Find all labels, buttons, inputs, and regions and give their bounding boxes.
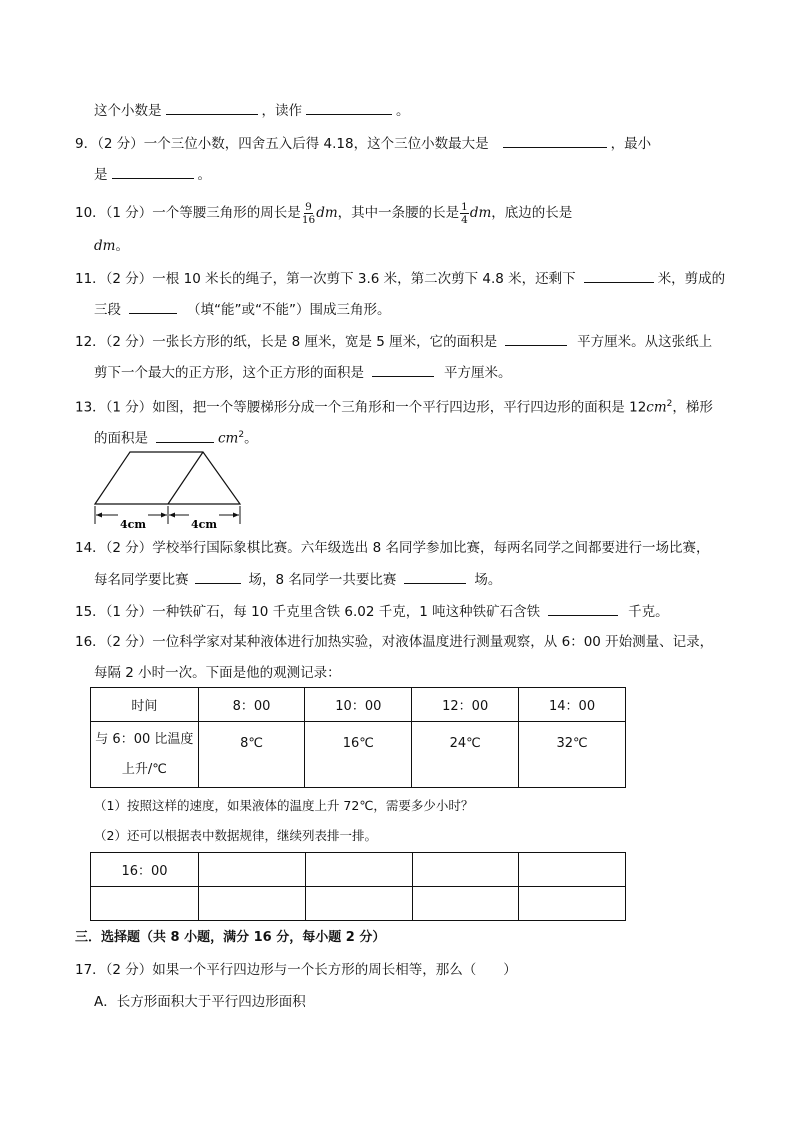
question-15	[75, 601, 669, 622]
table-cell-empty[interactable]	[91, 887, 199, 921]
question-16-part2	[94, 826, 377, 846]
text: ，底边的长是	[491, 205, 573, 221]
unit: cm	[646, 399, 667, 416]
table-row	[91, 853, 626, 887]
text: 10．（1 分）一个等腰三角形的周长是	[75, 205, 301, 221]
question-16	[75, 632, 713, 652]
table-row-label	[91, 722, 199, 788]
fraction	[302, 201, 315, 226]
table-header-cell: 10：00	[305, 688, 412, 722]
text: 场。	[474, 572, 502, 588]
question-17	[75, 960, 517, 980]
arrow-head	[233, 513, 239, 518]
question-14	[75, 538, 709, 558]
text: 剪下一个最大的正方形，这个正方形的面积是	[94, 365, 364, 381]
question-16-part1	[94, 796, 473, 816]
fraction	[460, 201, 469, 226]
text: 三．选择题（共 8 小题，满分 16 分，每小题 2 分）	[75, 930, 386, 945]
unit: dm	[469, 205, 492, 221]
text: A．长方形面积大于平行四边形面积	[94, 994, 306, 1010]
unit: cm	[218, 430, 239, 447]
arrow-head	[161, 513, 167, 518]
section-3-heading	[75, 928, 385, 948]
table-header-cell: 时间	[91, 688, 199, 722]
unit: dm	[316, 205, 338, 221]
text: ，梯形	[672, 399, 713, 416]
text: 三段	[94, 302, 121, 318]
text: 米，剪成的	[657, 271, 726, 287]
table-row	[91, 887, 626, 921]
q8-continuation	[94, 100, 410, 121]
text: 13．（1 分）如图，把一个等腰梯形分成一个三角形和一个平行四边形，平行四边形的面积是 12	[75, 399, 647, 416]
table-cell-empty[interactable]	[199, 887, 306, 921]
row-label-line2: 上升/℃	[121, 761, 167, 777]
table-header-cell: 12：00	[412, 688, 519, 722]
text: 这个小数是	[94, 103, 162, 119]
text: 16．（2 分）一位科学家对某种液体进行加热实验，对液体温度进行测量观察，从 6：00 开始测量、记录，	[75, 634, 714, 650]
text: ，其中一条腰的长是	[337, 205, 460, 221]
unit: dm	[94, 238, 116, 254]
trapezoid-outline	[95, 452, 240, 504]
text: 是	[94, 167, 108, 183]
text: ，最小	[610, 136, 652, 152]
text: 平方厘米。从这张纸上	[577, 334, 713, 350]
question-9	[75, 133, 651, 154]
table-cell: 8℃	[198, 722, 305, 788]
text: 12．（2 分）一张长方形的纸，长是 8 厘米，宽是 5 厘米，它的面积是	[75, 334, 498, 350]
text: 千克。	[628, 604, 669, 620]
superscript: 2	[666, 399, 673, 409]
continuation-table	[90, 852, 626, 921]
question-12-line2	[94, 362, 512, 383]
arrow-head	[169, 513, 175, 518]
text: （1）按照这样的速度，如果液体的温度上升 72℃，需要多少小时？	[94, 798, 474, 813]
question-13	[75, 394, 713, 418]
label-4cm-right: 4cm	[191, 518, 217, 531]
answer-blank[interactable]	[505, 331, 567, 346]
superscript: 2	[238, 430, 245, 440]
observation-table	[90, 687, 626, 788]
question-11-line2	[94, 299, 390, 320]
table-cell-empty[interactable]	[305, 853, 412, 887]
text: 的面积是	[94, 430, 148, 447]
question-14-line2	[94, 569, 501, 590]
table-header-cell: 8：00	[198, 688, 305, 722]
table-row	[91, 722, 626, 788]
table-cell-empty[interactable]	[519, 853, 626, 887]
answer-blank[interactable]	[503, 133, 607, 148]
answer-blank[interactable]	[129, 299, 177, 314]
text: 。	[396, 103, 410, 119]
answer-blank[interactable]	[404, 569, 466, 584]
table-cell-empty[interactable]	[412, 853, 519, 887]
text: 15．（1 分）一种铁矿石，每 10 千克里含铁 6.02 千克，1 吨这种铁矿石含铁	[75, 604, 541, 620]
table-cell: 32℃	[519, 722, 626, 788]
answer-blank[interactable]	[156, 428, 214, 443]
dividing-line	[168, 452, 203, 504]
text: ，读作	[261, 103, 302, 119]
question-16-line2	[94, 663, 341, 683]
answer-blank[interactable]	[166, 100, 258, 115]
text: 9．（2 分）一个三位小数，四舍五入后得 4.18，这个三位小数最大是	[75, 136, 489, 152]
text: 。	[244, 430, 258, 447]
fraction-numerator: 9	[305, 200, 312, 213]
text: 11．（2 分）一根 10 米长的绳子，第一次剪下 3.6 米，第二次剪下 4.8 米，还剩下	[75, 271, 576, 287]
label-4cm-left: 4cm	[120, 518, 146, 531]
text: 平方厘米。	[444, 365, 512, 381]
fraction-denominator: 16	[301, 213, 316, 226]
answer-blank[interactable]	[306, 100, 392, 115]
question-10	[75, 198, 572, 228]
text: 每名同学要比赛	[94, 572, 189, 588]
text: 每隔 2 小时一次。下面是他的观测记录：	[94, 665, 341, 681]
answer-blank[interactable]	[195, 569, 241, 584]
text: 场，8 名同学一共要比赛	[248, 572, 397, 588]
table-cell: 24℃	[412, 722, 519, 788]
text: 14．（2 分）学校举行国际象棋比赛。六年级选出 8 名同学参加比赛，每两名同学之间都要进行一场比赛，	[75, 540, 710, 556]
question-10-line2	[94, 236, 129, 256]
table-cell-empty[interactable]	[519, 887, 626, 921]
text: （填“能”或“不能”）围成三角形。	[187, 302, 391, 318]
fraction-numerator: 1	[461, 200, 468, 213]
table-cell-empty[interactable]	[199, 853, 306, 887]
table-cell-empty[interactable]	[412, 887, 519, 921]
answer-blank[interactable]	[112, 164, 194, 179]
table-header-cell: 14：00	[519, 688, 626, 722]
answer-blank[interactable]	[548, 601, 618, 616]
table-cell-empty[interactable]	[305, 887, 412, 921]
question-9-line2	[94, 164, 211, 185]
text: （2）还可以根据表中数据规律，继续列表排一排。	[94, 828, 377, 843]
row-label-line1: 与 6：00 比温度	[95, 731, 194, 747]
answer-blank[interactable]	[372, 362, 434, 377]
arrow-head	[96, 513, 102, 518]
trapezoid-figure	[88, 448, 248, 534]
table-cell: 16：00	[91, 853, 199, 887]
question-12	[75, 331, 712, 352]
text: 。	[197, 167, 211, 183]
table-header-row	[91, 688, 626, 722]
text: 17．（2 分）如果一个平行四边形与一个长方形的周长相等，那么（ ）	[75, 962, 517, 978]
text: 。	[115, 238, 129, 254]
question-13-line2	[94, 425, 258, 449]
question-17-option-a[interactable]	[94, 992, 306, 1012]
fraction-denominator: 4	[461, 213, 468, 226]
table-cell: 16℃	[305, 722, 412, 788]
answer-blank[interactable]	[584, 268, 654, 283]
question-11	[75, 268, 725, 289]
